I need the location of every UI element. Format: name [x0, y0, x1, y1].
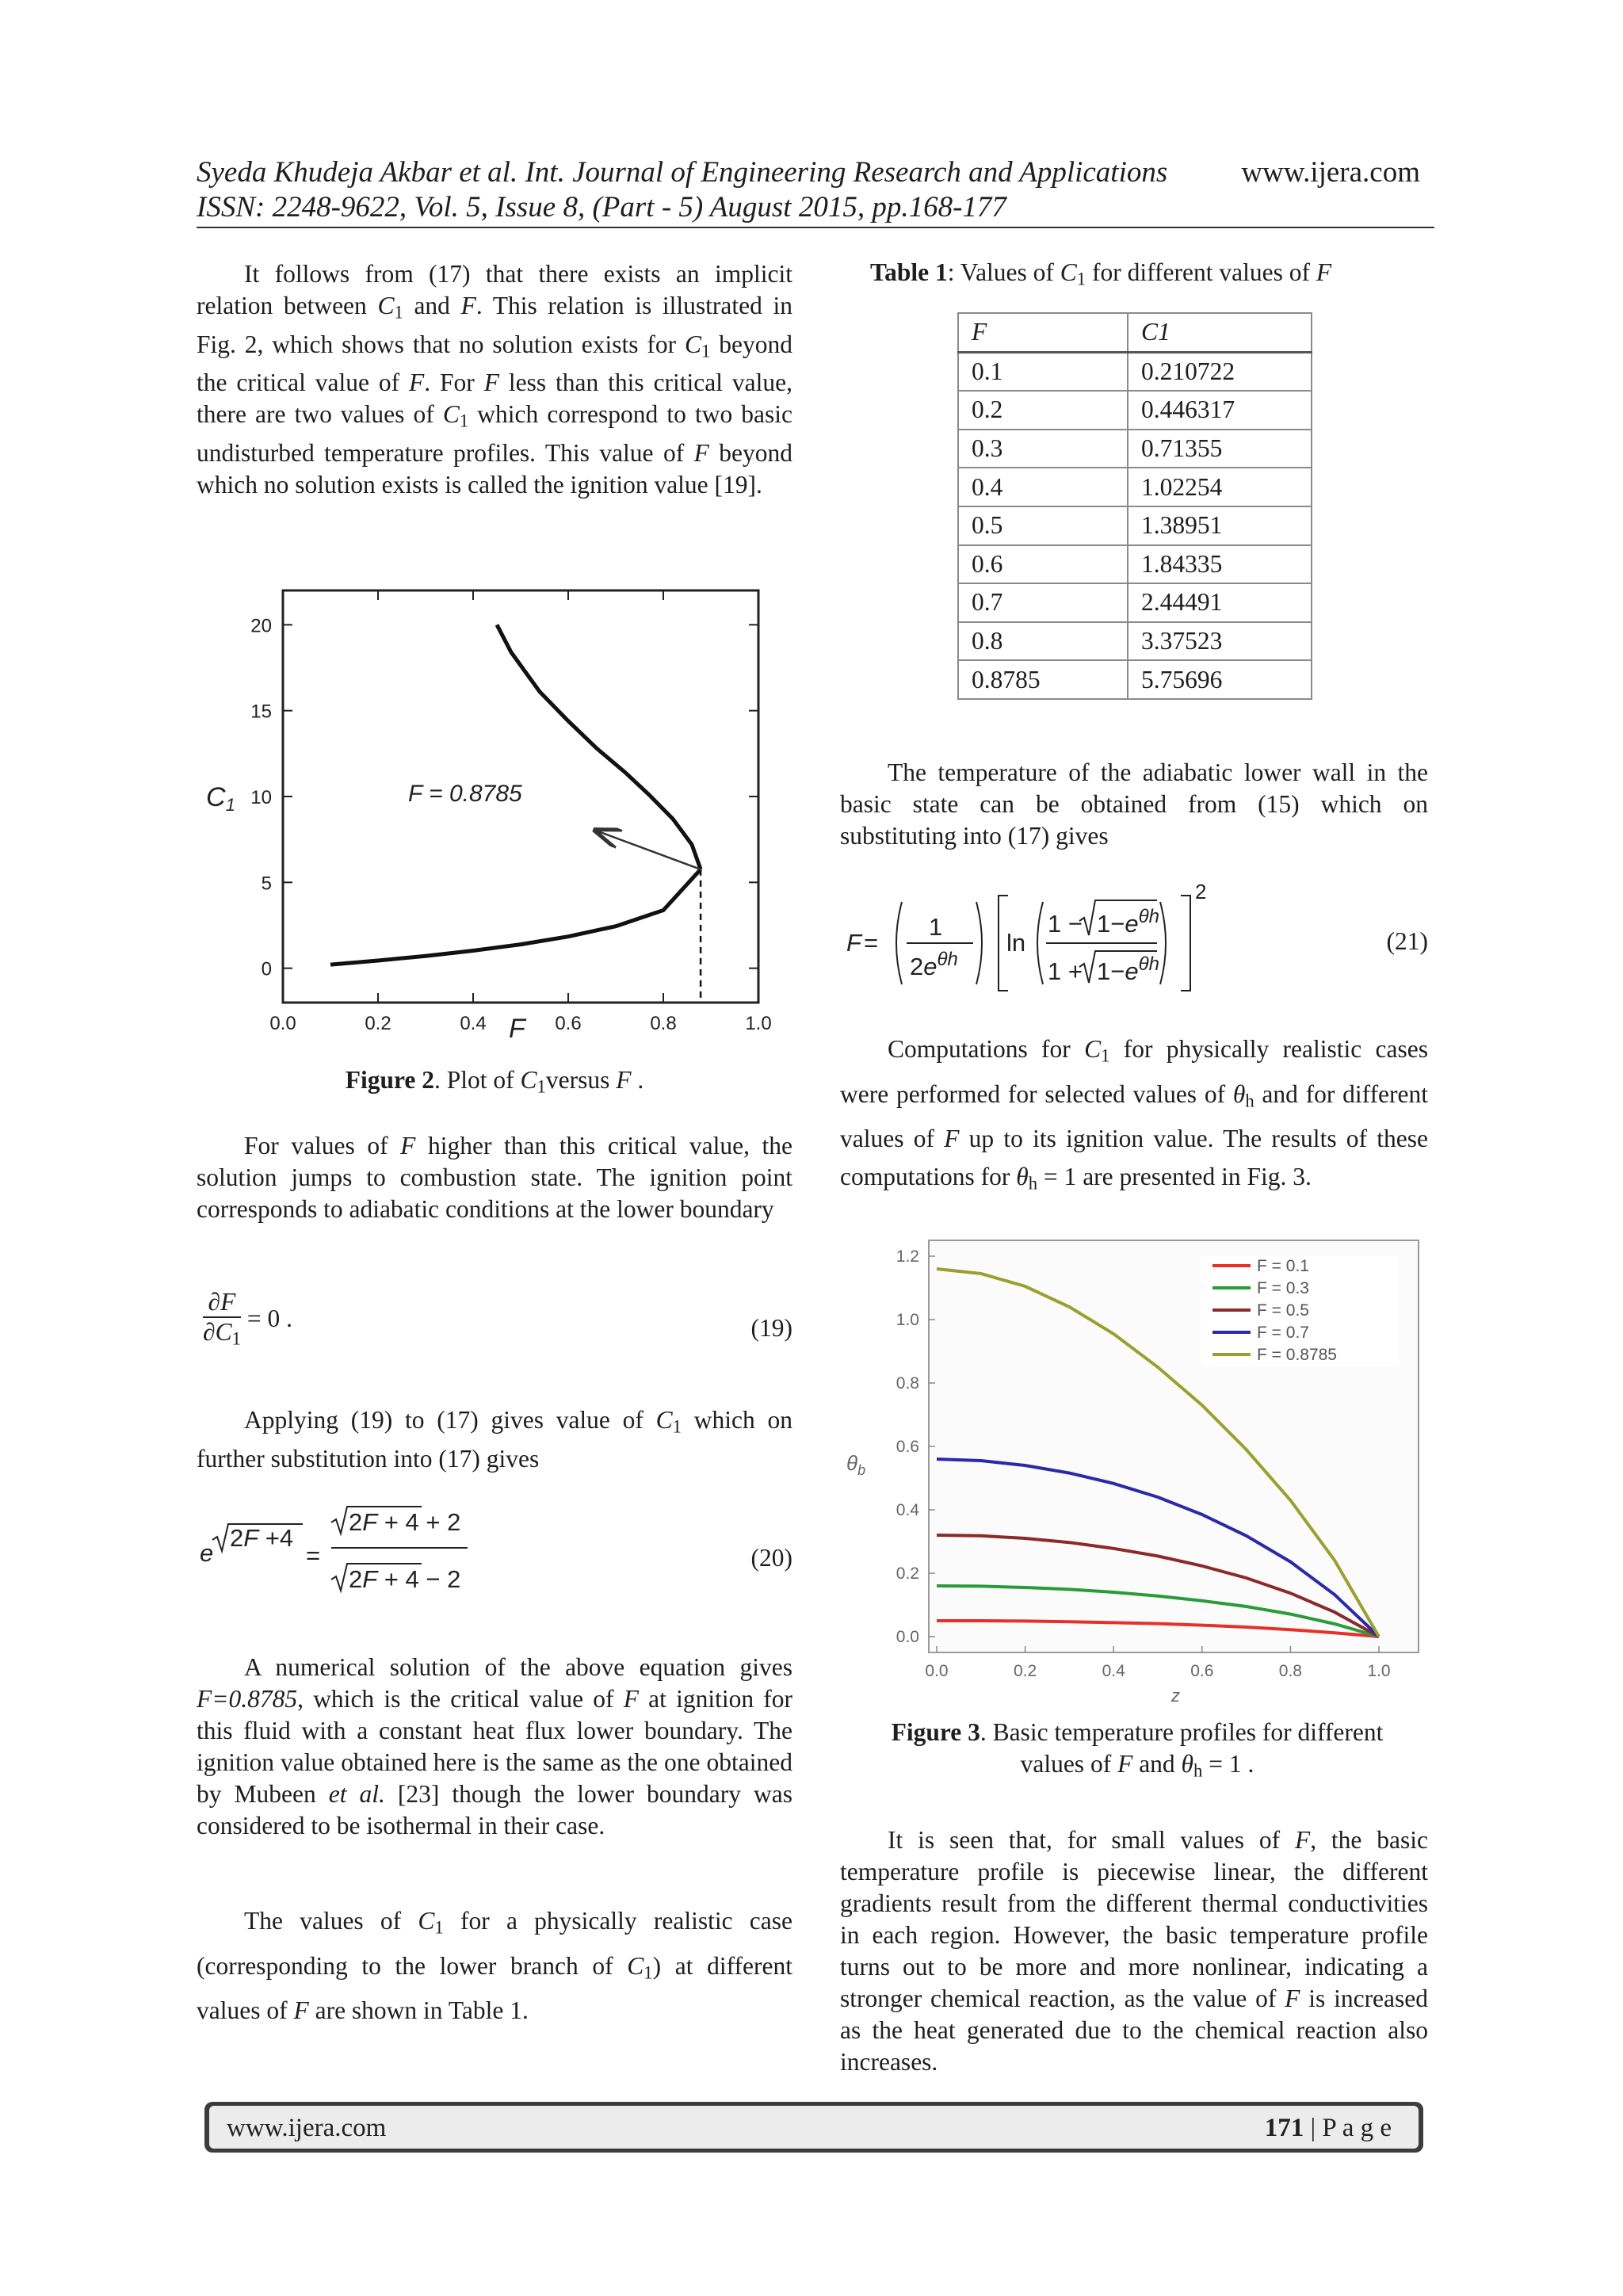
y-tick-label: 0.2 — [896, 1564, 919, 1583]
equation-20-number: (20) — [750, 1544, 792, 1572]
table-cell-f: 0.2 — [958, 391, 1128, 430]
svg-text:1−eθh: $1-e^{\theta h}$ — [1097, 906, 1159, 938]
table-row — [958, 391, 1312, 430]
x-tick-label: 0.6 — [555, 1013, 582, 1034]
legend-label: F = 0.8785 — [1257, 1346, 1337, 1364]
x-tick-label: 0.6 — [1190, 1662, 1214, 1680]
table-1 — [957, 312, 1312, 700]
right-paragraph-3: It is seen that, for small values of F, the basic temperature profile is piecewise linear, the different gradients result from the different thermal conductivities in each region. However, the basic temperature profile turns out to be more and more nonlinear, indicating a stronger chemical reaction, as the value of F is increased as the heat generated due to the chemical reaction also increases. — [840, 1826, 1429, 2076]
svg-text:ln: ln — [1006, 929, 1026, 957]
table-cell-f: 0.5 — [958, 506, 1128, 545]
y-tick-label: 0.6 — [896, 1438, 919, 1456]
svg-text:1 +: 1 + — [1048, 957, 1083, 985]
left-paragraph-1: It follows from (17) that there exists an implicit relation between $C_1$ and F. This relation is illustrated in Fig. 2, which shows that no solution exists for $C_1$ beyond the critical value of F. For F less than this critical value, there are two values of $C_1$ which correspond to two basic undisturbed temperature profiles. This value of F beyond which no solution exists is called the ignition value [19]. — [197, 260, 793, 499]
x-tick-label: 1.0 — [1367, 1662, 1391, 1680]
svg-text:2: 2 — [1195, 880, 1207, 904]
table-cell-c1: 1.38951 — [1128, 506, 1312, 545]
table-cell-f: 0.4 — [958, 468, 1128, 506]
table-cell-f: 0.7 — [958, 583, 1128, 622]
legend-label: F = 0.3 — [1257, 1279, 1309, 1297]
table-cell-c1: 1.02254 — [1128, 468, 1312, 506]
x-axis-label: z — [1171, 1686, 1180, 1706]
svg-text:=: = — [306, 1541, 321, 1569]
y-tick-label: 0 — [261, 958, 272, 980]
svg-text:e: e — [200, 1539, 214, 1567]
x-tick-label: 0.4 — [1102, 1662, 1125, 1680]
x-tick-label: 0.0 — [269, 1013, 296, 1034]
y-axis-label: $\theta_b$ — [846, 1451, 866, 1478]
svg-text:F: F — [846, 929, 861, 957]
x-tick-label: 0.2 — [365, 1013, 391, 1034]
table-header-row — [958, 313, 1312, 352]
table-header-f: F — [958, 313, 1128, 352]
table-cell-c1: 0.210722 — [1128, 352, 1312, 391]
legend-label: F = 0.5 — [1257, 1301, 1309, 1320]
svg-text:2F + 4 − 2: 2F + 4 − 2 — [349, 1565, 461, 1593]
svg-text:2eθh: $2e^{\theta h}$ — [910, 949, 958, 980]
legend-label: F = 0.1 — [1257, 1257, 1309, 1275]
table-cell-f: 0.6 — [958, 545, 1128, 584]
y-tick-label: 10 — [250, 787, 272, 808]
table-row — [958, 430, 1312, 468]
right-paragraph-2: Computations for $C_1$ for physically realistic cases were performed for selected values of $\theta_h$ and for different values of F up to its ignition value. The results of these computations for $\theta_h = 1$ are presented in Fig. 3. — [840, 1035, 1429, 1194]
table-row — [958, 545, 1312, 584]
figure-3-caption: Figure 3. Basic temperature profiles for different values of F and $\theta_h = 1$ . — [891, 1718, 1384, 1781]
table-row — [958, 352, 1312, 391]
running-header-journal: Syeda Khudeja Akbar et al. Int. Journal of Engineering Research and Applications — [197, 156, 1168, 189]
svg-text:1: 1 — [929, 913, 943, 941]
x-tick-label: 0.0 — [925, 1662, 949, 1680]
y-tick-label: 1.2 — [896, 1247, 919, 1266]
legend-label: F = 0.7 — [1257, 1324, 1309, 1342]
right-paragraph-1: The temperature of the adiabatic lower wall in the basic state can be obtained from (15) which on substituting into (17) gives — [840, 758, 1428, 850]
table-cell-f: 0.1 — [958, 352, 1128, 391]
left-paragraph-4: A numerical solution of the above equation gives F=0.8785, which is the critical value of F at ignition for this fluid with a constant heat flux lower boundary. The ignition value obtained here is the same as the one obtained by Mubeen et al. [23] though the lower boundary was considered to be isothermal in their case. — [197, 1653, 793, 1839]
figure-3-chart — [840, 1232, 1434, 1708]
y-tick-label: 0.4 — [896, 1501, 919, 1519]
running-header-issn: ISSN: 2248-9622, Vol. 5, Issue 8, (Part - 5) August 2015, pp.168-177 — [197, 191, 1006, 223]
table-cell-f: 0.3 — [958, 430, 1128, 468]
x-tick-label: 0.8 — [1278, 1662, 1303, 1680]
x-tick-label: 0.8 — [650, 1013, 677, 1034]
figure-2-caption: Figure 2. Plot of $C_1versus$ F . — [345, 1066, 644, 1097]
x-tick-label: 0.2 — [1013, 1662, 1037, 1680]
y-tick-label: 1.0 — [896, 1311, 919, 1329]
equation-20 — [198, 1502, 483, 1605]
y-tick-label: 5 — [261, 873, 272, 895]
table-cell-c1: 0.446317 — [1128, 391, 1312, 430]
svg-text:=: = — [864, 929, 879, 957]
annotation-critical-value: F = 0.8785 — [408, 781, 522, 807]
x-tick-label: 1.0 — [745, 1013, 772, 1034]
table-header-c1: C1 — [1128, 313, 1312, 352]
left-paragraph-5: The values of $C_1$ for a physically realistic case (corresponding to the lower branch of $C_1$) at different values of F are shown in Table 1. — [197, 1907, 793, 2025]
header-website-link[interactable]: www.ijera.com — [1241, 156, 1420, 189]
table-cell-c1: 5.75696 — [1128, 660, 1312, 699]
footer-page-number: 171 | P a g e — [1264, 2114, 1392, 2142]
table-cell-f: 0.8785 — [958, 660, 1128, 699]
table-cell-c1: 3.37523 — [1128, 622, 1312, 661]
equation-21-number: (21) — [1386, 927, 1428, 955]
table-row — [958, 622, 1312, 661]
header-rule — [197, 227, 1434, 228]
equation-19-number: (19) — [750, 1314, 792, 1342]
x-tick-label: 0.4 — [460, 1013, 487, 1034]
page-footer — [204, 2102, 1423, 2153]
table-cell-c1: 0.71355 — [1128, 430, 1312, 468]
table-cell-c1: 1.84335 — [1128, 545, 1312, 584]
table-cell-f: 0.8 — [958, 622, 1128, 661]
svg-text:2F +4: 2F +4 — [230, 1524, 294, 1552]
y-tick-label: 20 — [250, 615, 272, 637]
y-tick-label: 0.8 — [896, 1374, 919, 1392]
svg-text:1 −: 1 − — [1048, 910, 1083, 938]
footer-website-link[interactable]: www.ijera.com — [227, 2114, 387, 2142]
svg-text:2F + 4 + 2: 2F + 4 + 2 — [349, 1508, 461, 1536]
figure-2-chart — [198, 583, 792, 1042]
curve-lower-branch — [330, 869, 701, 965]
table-row — [958, 660, 1312, 699]
svg-text:1−eθh: $1-e^{\theta h}$ — [1097, 953, 1159, 985]
table-row — [958, 468, 1312, 506]
equation-21 — [840, 872, 1284, 1014]
table-row — [958, 583, 1312, 622]
y-axis-label: C1 — [206, 782, 235, 815]
table-row — [958, 506, 1312, 545]
y-tick-label: 15 — [250, 701, 272, 723]
left-paragraph-3: Applying (19) to (17) gives value of $C_1$ which on further substitution into (17) gives — [197, 1406, 792, 1473]
left-paragraph-2: For values of F higher than this critical value, the solution jumps to combustion state. The ignition point corresponds to adiabatic conditions at the lower boundary — [197, 1132, 792, 1223]
table-1-caption: Table 1: Values of $C_1$ for different values of F — [870, 258, 1332, 289]
x-axis-label: F — [509, 1014, 525, 1042]
y-tick-label: 0.0 — [896, 1628, 919, 1646]
equation-19: $\frac{\partial F}{\partial C_1}$ = 0 . — [203, 1288, 292, 1349]
table-cell-c1: 2.44491 — [1128, 583, 1312, 622]
